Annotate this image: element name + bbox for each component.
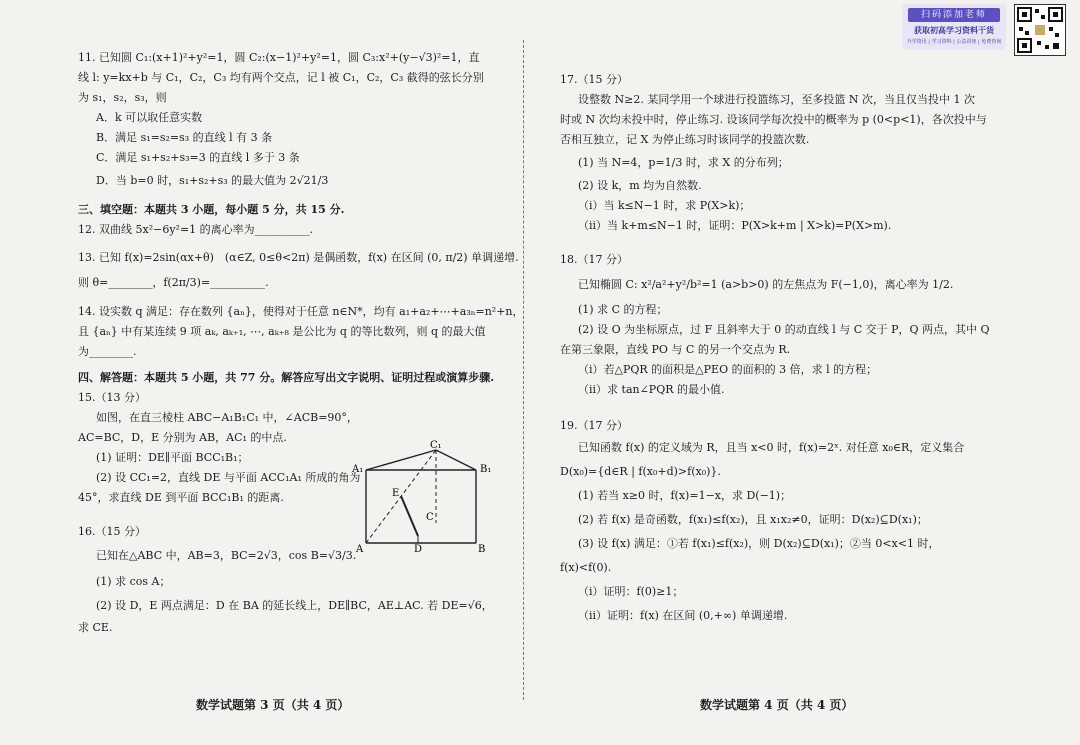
section-4-heading: 四、解答题：本题共 5 小题，共 77 分。解答应写出文字说明、证明过程或演算步骤.	[78, 371, 495, 384]
q15-line: 45°，求直线 DE 到平面 BCC₁B₁ 的距离.	[78, 491, 284, 504]
question-11	[78, 48, 508, 194]
q13-line: 13. 已知 f(x)=2sin(αx+θ) (α∈Z, 0≤θ<2π) 是偶函数，f(x) 在区间 (0, π/2) 单调递增.	[78, 251, 519, 264]
q16-header: 16.（15 分）	[78, 525, 146, 538]
q18-line: 在第三象限，直线 PO 与 C 的另一个交点为 R.	[560, 343, 791, 356]
q17-part-2-i: （i）当 k≤N−1 时，求 P(X>k)；	[578, 199, 751, 212]
q18-part-2-i: （i）若△PQR 的面积是△PEO 的面积的 3 倍，求 l 的方程；	[578, 363, 878, 376]
q19-part-3: (3) 设 f(x) 满足：①若 f(x₁)≤f(x₂)，则 D(x₂)⊆D(x₁)；②当 0<x<1 时，	[578, 537, 940, 550]
promo-subtitle: 获取初高学习资料干货	[914, 25, 994, 35]
q19-line: D(x₀)={d∈R | f(x₀+d)>f(x₀)}.	[560, 465, 721, 478]
q13-line: 则 θ=________，f(2π/3)=__________.	[78, 276, 269, 289]
q16-part-1: (1) 求 cos A；	[96, 575, 171, 588]
q19-part-1: (1) 若当 x≥0 时，f(x)=1−x，求 D(−1)；	[578, 489, 792, 502]
q19-part-2: (2) 若 f(x) 是奇函数，f(x₁)≤f(x₂)，且 x₁x₂≠0，证明：D(x₂)⊆D(x₁)；	[578, 513, 928, 526]
q17-part-2-ii: （ii）当 k+m≤N−1 时，证明：P(X>k+m | X>k)=P(X>m).	[578, 219, 892, 232]
q17-header: 17.（15 分）	[560, 73, 628, 86]
q19-line: 已知函数 f(x) 的定义域为 R，且当 x<0 时，f(x)=2ˣ. 对任意 x₀∈R，定义集合	[578, 441, 965, 454]
q14-line: 且 {aₙ} 中有某连续 9 项 aₖ, aₖ₊₁, ⋯, aₖ₊₈ 是公比为 q 的等比数列，则 q 的最大值	[78, 325, 486, 338]
q16-line: 已知在△ABC 中，AB=3，BC=2√3，cos B=√3/3.	[96, 549, 357, 562]
label-a: A	[356, 544, 364, 555]
label-c: C	[426, 512, 434, 523]
q14-line: 为________.	[78, 345, 137, 358]
q19-part-3-i: （i）证明：f(0)≥1；	[578, 585, 684, 598]
page-4	[532, 0, 1080, 745]
label-d: D	[414, 544, 423, 555]
q18-part-2: (2) 设 O 为坐标原点，过 F 且斜率大于 0 的动直线 l 与 C 交于 P，Q 两点，其中 Q	[578, 323, 990, 336]
page-divider	[523, 40, 524, 700]
label-a1: A₁	[352, 464, 364, 475]
label-e: E	[392, 488, 400, 499]
question-12: 12. 双曲线 5x²−6y²=1 的离心率为__________.	[78, 223, 314, 236]
q14-line: 14. 设实数 q 满足：存在数列 {aₙ}，使得对于任意 n∈N*，均有 a₁+a₂+⋯+a₃ₙ=n²+n，	[78, 305, 524, 318]
q11-line: 为 s₁，s₂，s₃，则	[78, 91, 167, 104]
page-3	[0, 0, 522, 745]
question-14	[78, 302, 524, 362]
q15-part-1: (1) 证明：DE∥平面 BCC₁B₁；	[96, 451, 249, 464]
q17-part-2: (2) 设 k，m 均为自然数.	[578, 179, 702, 192]
q18-header: 18.（17 分）	[560, 253, 628, 266]
q11-option-c: C．满足 s₁+s₂+s₃=3 的直线 l 多于 3 条	[96, 151, 300, 164]
q11-line: 线 l: y=kx+b 与 C₁，C₂，C₃ 均有两个交点，记 l 被 C₁，C₂，C₃ 截得的弦长分别	[78, 71, 484, 84]
question-17	[560, 70, 1056, 236]
q15-line: 如图，在直三棱柱 ABC−A₁B₁C₁ 中，∠ACB=90°，	[96, 411, 358, 424]
label-c1: C₁	[430, 440, 442, 451]
page-footer-4: 数学试题第 4 页（共 4 页）	[700, 698, 854, 712]
q11-option-b: B．满足 s₁=s₂=s₃ 的直线 l 有 3 条	[96, 131, 273, 144]
q11-option-d: D．当 b=0 时，s₁+s₂+s₃ 的最大值为 2√21/3	[96, 174, 329, 187]
q17-line: 时或 N 次均未投中时，停止练习. 设该同学每次投中的概率为 p (0<p<1)，各次投中与	[560, 113, 987, 126]
q15-line: AC=BC，D，E 分别为 AB，AC₁ 的中点.	[78, 431, 287, 444]
promo-title: 扫码添加老师	[908, 8, 1000, 22]
q18-part-2-ii: （ii）求 tan∠PQR 的最小值.	[578, 383, 725, 396]
q19-part-3-ii: （ii）证明：f(x) 在区间 (0,+∞) 单调递增.	[578, 609, 788, 622]
q15-header: 15.（13 分）	[78, 391, 146, 404]
q16-line: 求 CE.	[78, 621, 113, 634]
promo-tags: 升学资讯 | 学习资料 | 公益讲座 | 免费咨询	[906, 39, 1002, 45]
q16-part-2: (2) 设 D，E 两点满足：D 在 BA 的延长线上，DE∥BC，AE⊥AC. 若 DE=√6，	[96, 599, 493, 612]
q19-header: 19.（17 分）	[560, 419, 628, 432]
q11-line: 11. 已知圆 C₁:(x+1)²+y²=1，圆 C₂:(x−1)²+y²=1，圆 C₃:x²+(y−√3)²=1，直	[78, 51, 480, 64]
q18-part-1: (1) 求 C 的方程；	[578, 303, 668, 316]
question-13	[78, 246, 519, 296]
q19-line: f(x)<f(0).	[560, 561, 612, 574]
label-b1: B₁	[480, 464, 492, 475]
q18-line: 已知椭圆 C: x²/a²+y²/b²=1 (a>b>0) 的左焦点为 F(−1,0)，离心率为 1/2.	[578, 278, 954, 291]
section-3-heading: 三、填空题：本题共 3 小题，每小题 5 分，共 15 分.	[78, 203, 345, 216]
q11-option-a: A．k 可以取任意实数	[96, 111, 203, 124]
label-b: B	[478, 544, 486, 555]
q17-line: 设整数 N≥2. 某同学用一个球进行投篮练习，至多投篮 N 次，当且仅当投中 1 次	[578, 93, 975, 106]
q17-line: 否相互独立，记 X 为停止练习时该同学的投篮次数.	[560, 133, 810, 146]
prism-figure	[348, 438, 498, 558]
q15-part-2: (2) 设 CC₁=2，直线 DE 与平面 ACC₁A₁ 所成的角为	[96, 471, 361, 484]
page-footer-3: 数学试题第 3 页（共 4 页）	[196, 698, 350, 712]
question-18	[560, 250, 1056, 400]
question-19	[560, 416, 1056, 628]
q17-part-1: (1) 当 N=4，p=1/3 时，求 X 的分布列；	[578, 156, 789, 169]
